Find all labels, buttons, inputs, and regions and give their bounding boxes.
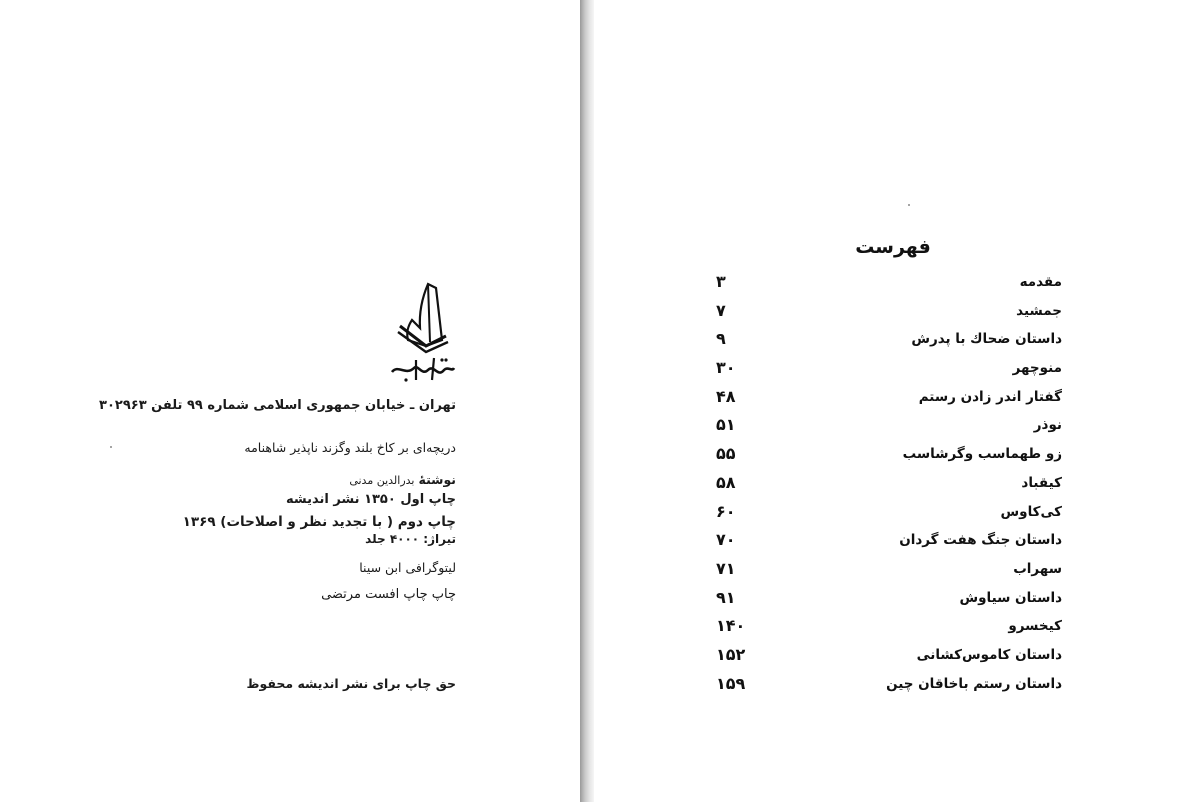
toc-entry [594, 444, 1192, 473]
book-gutter [580, 0, 594, 802]
toc-entry [594, 329, 1192, 358]
toc-entry [594, 473, 1192, 502]
toc-entry-page: ۹۱ [716, 587, 736, 607]
toc-entry-page: ۴۸ [716, 386, 736, 406]
toc-entry-title: داستان جنگ هفت گردان [899, 532, 1062, 549]
toc-entry [594, 645, 1192, 674]
toc-entry-page: ۵۵ [716, 444, 736, 464]
toc-entry-page: ۷ [716, 300, 726, 320]
toc-entry [594, 530, 1192, 559]
toc-entry-title: منوچهر [1012, 360, 1062, 377]
toc-entry-title: جمشید [1016, 302, 1062, 319]
toc-entry-title: مقدمه [1019, 274, 1062, 290]
toc-entry [594, 588, 1192, 617]
toc-entry-title: سهراب [1013, 560, 1062, 577]
toc-page [594, 0, 1192, 802]
press-line: چاپ چاپ افست مرتضی [321, 587, 456, 602]
publisher-logo [386, 280, 460, 390]
toc-entry-page: ۱۵۹ [716, 673, 746, 693]
colophon-page [0, 0, 580, 802]
toc-entry-title: داستان رستم باخاقان چین [886, 675, 1062, 692]
toc-entry [594, 415, 1192, 444]
paper-speck [908, 204, 910, 206]
toc-entry [594, 616, 1192, 645]
toc-entry-title: زو طهماسب وگرشاسب [902, 446, 1062, 463]
toc-entry [594, 272, 1192, 301]
toc-entry-title: کیقباد [1021, 474, 1062, 491]
toc-entry-title: کیخسرو [1008, 618, 1062, 635]
toc-entry-page: ۹ [716, 329, 726, 349]
lithography-line: لیتوگرافی ابن سینا [359, 560, 456, 575]
toc-entry-page: ۶۰ [716, 501, 736, 521]
toc-entry [594, 559, 1192, 588]
toc-entry [594, 301, 1192, 330]
author-name: بدرالدین مدنی [349, 474, 415, 487]
toc-title: فهرست [855, 236, 931, 258]
circulation-line: تیراژ: ۴۰۰۰ جلد [365, 532, 456, 546]
publisher-address: تهران ـ خیابان جمهوری اسلامی شماره ۹۹ تلفن ۳۰۲۹۶۳ [99, 398, 456, 413]
toc-entry [594, 358, 1192, 387]
book-subtitle: دریچه‌ای بر کاخ بلند وگزند ناپذیر شاهنامه [244, 440, 456, 455]
toc-entry-title: داستان سیاوش [959, 589, 1062, 606]
author-label: نوشتهٔ [418, 472, 456, 487]
toc-entry [594, 387, 1192, 416]
toc-entry-title: داستان کاموس‌کشانی [916, 646, 1062, 663]
toc-list [594, 272, 1192, 702]
toc-entry-page: ۵۸ [716, 472, 736, 492]
toc-entry-title: نوذر [1033, 417, 1062, 434]
toc-entry-title: کی‌کاوس [1000, 503, 1062, 520]
paper-speck [110, 446, 112, 448]
toc-entry-page: ۳۰ [716, 358, 736, 378]
author-line [349, 472, 456, 487]
toc-entry [594, 502, 1192, 531]
toc-entry-page: ۷۰ [716, 530, 736, 550]
toc-entry-title: داستان ضحاك با پدرش [911, 331, 1062, 348]
toc-entry-page: ۵۱ [716, 415, 736, 435]
first-print-line: چاپ اول ۱۳۵۰ نشر اندیشه [285, 492, 456, 507]
toc-entry-page: ۷۱ [716, 558, 736, 578]
toc-entry-page: ۱۴۰ [716, 616, 746, 636]
toc-entry-page: ۳ [716, 272, 726, 291]
copyright-line: حق چاپ برای نشر اندیشه محفوظ [246, 676, 456, 691]
toc-entry [594, 674, 1192, 703]
second-print-line: چاپ دوم ( با تجدید نظر و اصلاحات) ۱۳۶۹ [182, 514, 456, 530]
toc-entry-title: گفتار اندر زادن رستم [918, 388, 1062, 405]
toc-entry-page: ۱۵۲ [716, 644, 746, 664]
